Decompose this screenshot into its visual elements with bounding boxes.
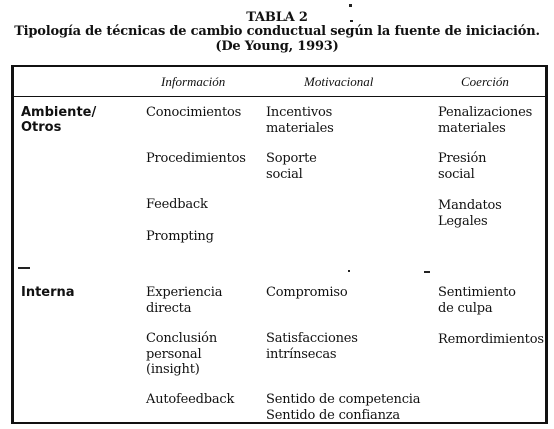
cell-feedback: [146, 197, 208, 213]
cell-autofeedback: [146, 392, 234, 408]
cell-text: Remordimientos: [438, 332, 544, 347]
cell-conclusion-personal: [146, 331, 217, 378]
cell-text: Presión: [438, 151, 487, 166]
row-header-ambiente: [21, 105, 96, 135]
row-header-interna: [21, 285, 75, 300]
cell-satisfacciones-intrinsecas: [266, 331, 358, 362]
cell-text: social: [266, 166, 303, 182]
scan-speck: [348, 270, 350, 272]
cell-text: Experiencia: [146, 285, 223, 300]
row-header-interna-line1: Interna: [21, 285, 75, 300]
cell-text: (insight): [146, 362, 200, 377]
cell-text: Penalizaciones: [438, 105, 533, 120]
cell-text: intrínsecas: [266, 346, 337, 362]
cell-sentimiento-culpa: [438, 285, 516, 316]
cell-text: directa: [146, 300, 192, 316]
table-source: (De Young, 1993): [215, 39, 339, 54]
cell-text: Sentido de competencia: [266, 392, 421, 407]
cell-text: Conclusión: [146, 331, 217, 346]
cell-conocimientos: [146, 105, 241, 121]
cell-text: social: [438, 166, 475, 182]
scan-speck: [424, 271, 430, 273]
cell-text: Mandatos: [438, 198, 502, 213]
cell-text: Procedimientos: [146, 151, 246, 166]
cell-sentido-competencia-confianza: [266, 392, 420, 423]
header-rule: [14, 96, 545, 97]
scan-speck: [18, 267, 30, 269]
cell-text: personal: [146, 346, 202, 362]
cell-text: Legales: [438, 213, 488, 229]
cell-text: Autofeedback: [146, 392, 235, 407]
cell-prompting: [146, 229, 214, 245]
row-header-ambiente-line2: Otros: [21, 120, 62, 135]
cell-procedimientos: [146, 151, 246, 167]
cell-text: Conocimientos: [146, 105, 242, 120]
cell-mandatos-legales: [438, 198, 502, 229]
table-title: TABLA 2: [246, 10, 308, 25]
column-header-motivacional: Motivacional: [304, 74, 374, 89]
cell-penalizaciones-materiales: [438, 105, 532, 136]
cell-text: Sentimiento: [438, 285, 516, 300]
table-subtitle: Tipología de técnicas de cambio conductual según la fuente de iniciación.: [14, 24, 540, 39]
scan-speck: [349, 4, 352, 7]
cell-text: Feedback: [146, 197, 208, 212]
cell-text: Satisfacciones: [266, 331, 358, 346]
cell-text: materiales: [266, 120, 334, 136]
scan-speck: [350, 20, 353, 22]
cell-compromiso: [266, 285, 347, 301]
cell-text: Soporte: [266, 151, 317, 166]
cell-text: Incentivos: [266, 105, 333, 120]
cell-presion-social: [438, 151, 486, 182]
cell-text: Prompting: [146, 229, 214, 244]
cell-text: Sentido de confianza: [266, 407, 400, 423]
cell-text: materiales: [438, 120, 506, 136]
column-header-coercion: Coerción: [461, 74, 509, 89]
column-header-informacion: Información: [161, 74, 226, 89]
cell-incentivos-materiales: [266, 105, 334, 136]
row-header-ambiente-line1: Ambiente/: [21, 105, 97, 120]
cell-soporte-social: [266, 151, 317, 182]
cell-text: Compromiso: [266, 285, 348, 300]
cell-experiencia-directa: [146, 285, 222, 316]
cell-text: de culpa: [438, 300, 493, 316]
cell-remordimientos: [438, 332, 544, 348]
